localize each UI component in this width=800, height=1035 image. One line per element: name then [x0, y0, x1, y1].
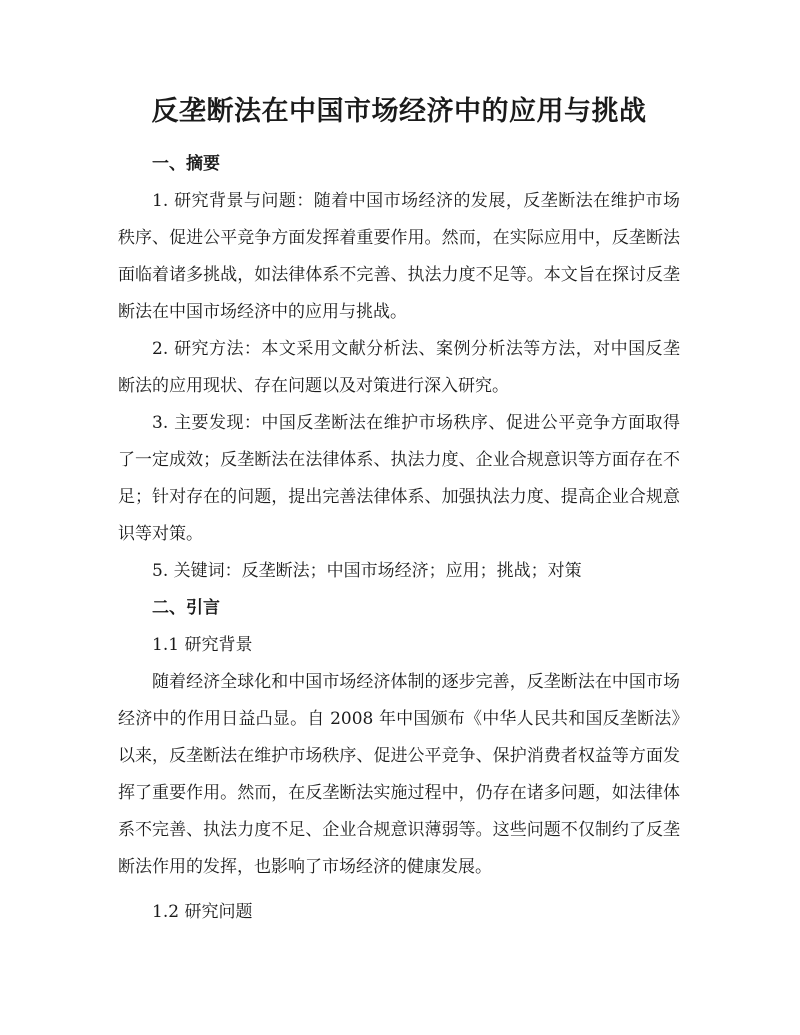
document-body [118, 146, 680, 931]
intro-heading: 二、引言 [152, 598, 220, 618]
abstract-item-5: 5. 关键词：反垄断法；中国市场经济；应用；挑战；对策 [152, 561, 582, 581]
subsection-1-2-heading: 1.2 研究问题 [152, 902, 253, 922]
abstract-item-1: 1. 研究背景与问题：随着中国市场经济的发展，反垄断法在维护市场秩序、促进公平竞争方面发挥着重要作用。然而，在实际应用中，反垄断法面临着诸多挑战，如法律体系不完善、执法力度不足等。本文旨在探讨反垄断法在中国市场经济中的应用与挑战。 [118, 191, 680, 322]
intro-paragraph: 随着经济全球化和中国市场经济体制的逐步完善，反垄断法在中国市场经济中的作用日益凸显。自 2008 年中国颁布《中华人民共和国反垄断法》以来，反垄断法在维护市场秩序、促进公平竞争、保护消费者权益等方面发挥了重要作用。然而，在反垄断法实施过程中，仍存在诸多问题，如法律体系不完善、执法力度不足、企业合规意识薄弱等。这些问题不仅制约了反垄断法作用的发挥，也影响了市场经济的健康发展。 [118, 672, 680, 877]
document-title: 反垄断法在中国市场经济中的应用与挑战 [151, 96, 647, 127]
abstract-heading: 一、摘要 [152, 154, 220, 174]
subsection-1-1-heading: 1.1 研究背景 [152, 635, 253, 655]
abstract-item-3: 3. 主要发现：中国反垄断法在维护市场秩序、促进公平竞争方面取得了一定成效；反垄断法在法律体系、执法力度、企业合规意识等方面存在不足；针对存在的问题，提出完善法律体系、加强执法力度、提高企业合规意识等对策。 [118, 413, 680, 544]
abstract-item-2: 2. 研究方法：本文采用文献分析法、案例分析法等方法，对中国反垄断法的应用现状、存在问题以及对策进行深入研究。 [118, 339, 680, 396]
